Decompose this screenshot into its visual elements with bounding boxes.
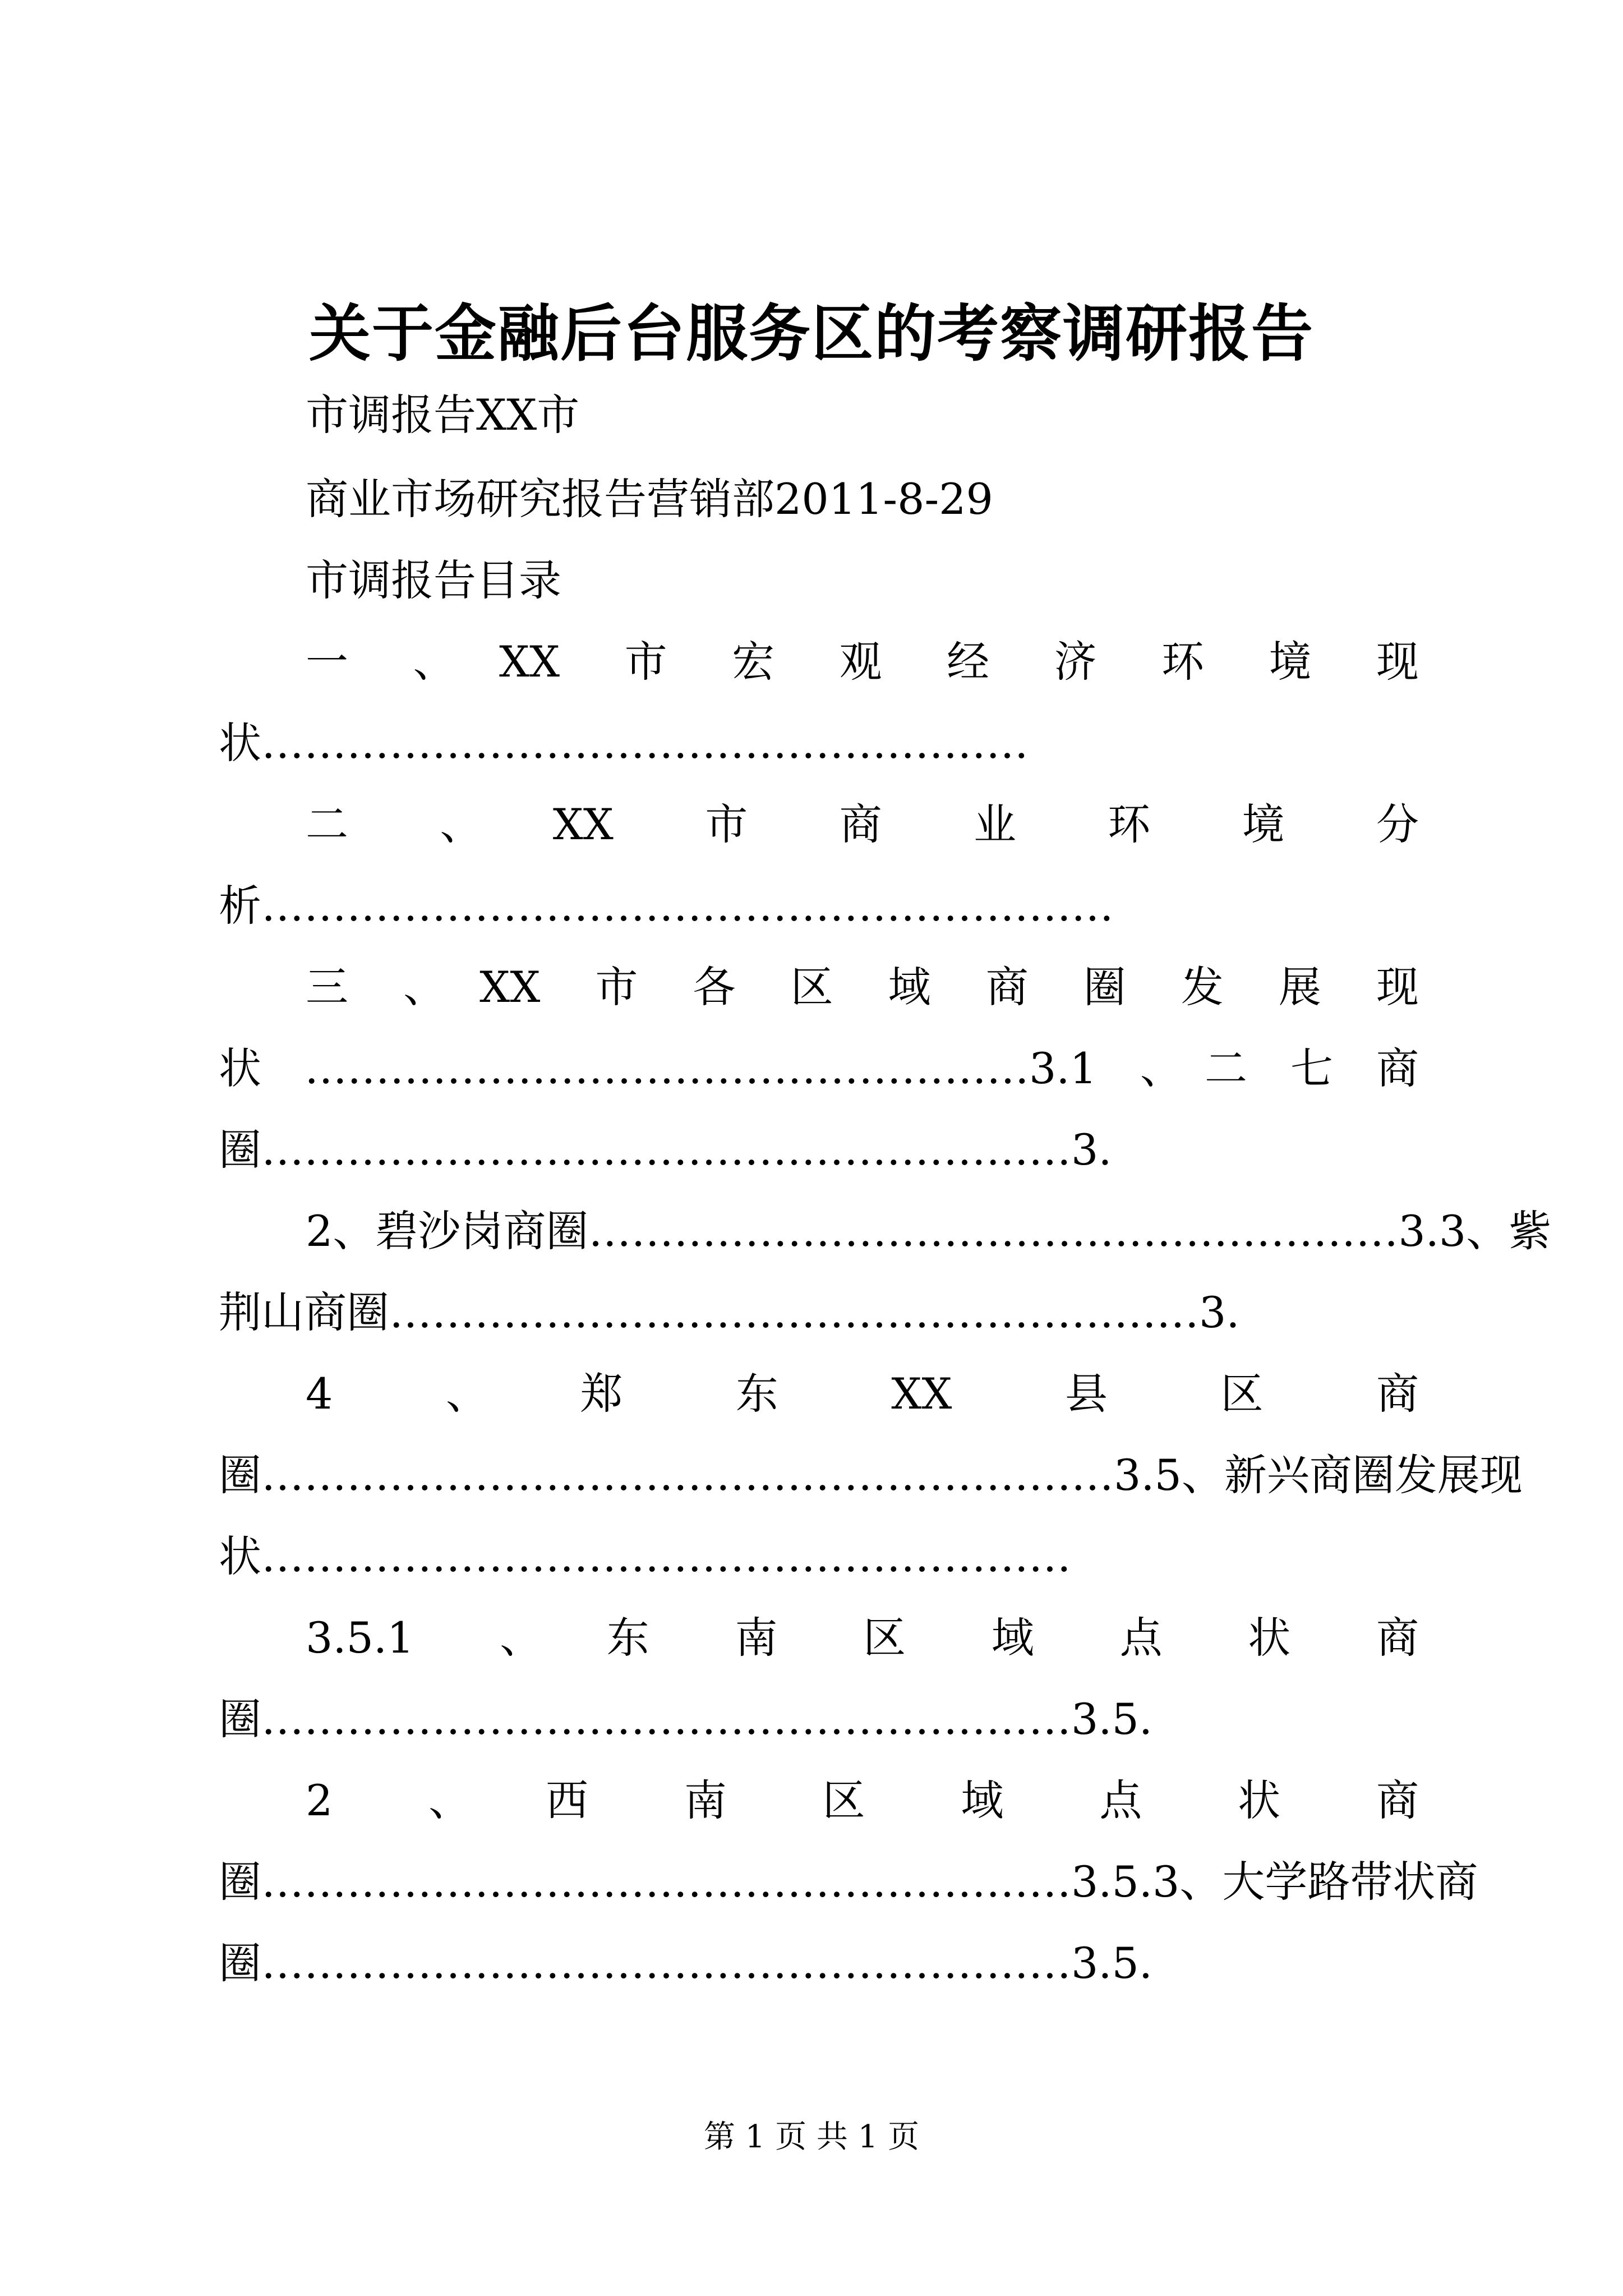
document-title: 关于金融后台服务区的考察调研报告 bbox=[309, 297, 1314, 370]
toc-line: 荆山商圈…………………………………………………3. bbox=[219, 1287, 1240, 1337]
toc-line: 三 、 XX 市 各 区 域 商 圈 发 展 现 bbox=[306, 962, 1419, 1012]
toc-line: 一 、 XX 市 宏 观 经 济 环 境 现 bbox=[306, 637, 1419, 687]
toc-line: 状 ……………………………………………3.1 、 二 七 商 bbox=[219, 1043, 1419, 1093]
toc-line: 4 、 郑 东 XX 县 区 商 bbox=[306, 1369, 1419, 1419]
toc-line: 圈…………………………………………………3.5.3、大学路带状商 bbox=[219, 1857, 1478, 1907]
toc-line: 2、碧沙岗商圈…………………………………………………3.3、紫 bbox=[306, 1206, 1552, 1256]
toc-line: 圈…………………………………………………3.5. bbox=[219, 1938, 1153, 1988]
text-line: 市调报告XX市 bbox=[306, 390, 580, 440]
toc-line: 状……………………………………………… bbox=[219, 718, 1029, 768]
toc-line: 圈……………………………………………………3.5、新兴商圈发展现 bbox=[219, 1450, 1523, 1500]
toc-line: 圈…………………………………………………3. bbox=[219, 1125, 1112, 1175]
toc-line: 二 、 XX 市 商 业 环 境 分 bbox=[306, 799, 1419, 849]
text-line: 市调报告目录 bbox=[306, 555, 561, 605]
text-line: 商业市场研究报告营销部2011-8-29 bbox=[306, 474, 993, 524]
toc-line: 析…………………………………………………… bbox=[219, 881, 1114, 931]
toc-line: 3.5.1 、 东 南 区 域 点 状 商 bbox=[306, 1613, 1419, 1663]
page-footer: 第 1 页 共 1 页 bbox=[703, 2119, 920, 2155]
toc-line: 圈…………………………………………………3.5. bbox=[219, 1694, 1153, 1744]
toc-line: 状………………………………………………… bbox=[219, 1531, 1071, 1581]
toc-line: 2 、 西 南 区 域 点 状 商 bbox=[306, 1775, 1419, 1825]
